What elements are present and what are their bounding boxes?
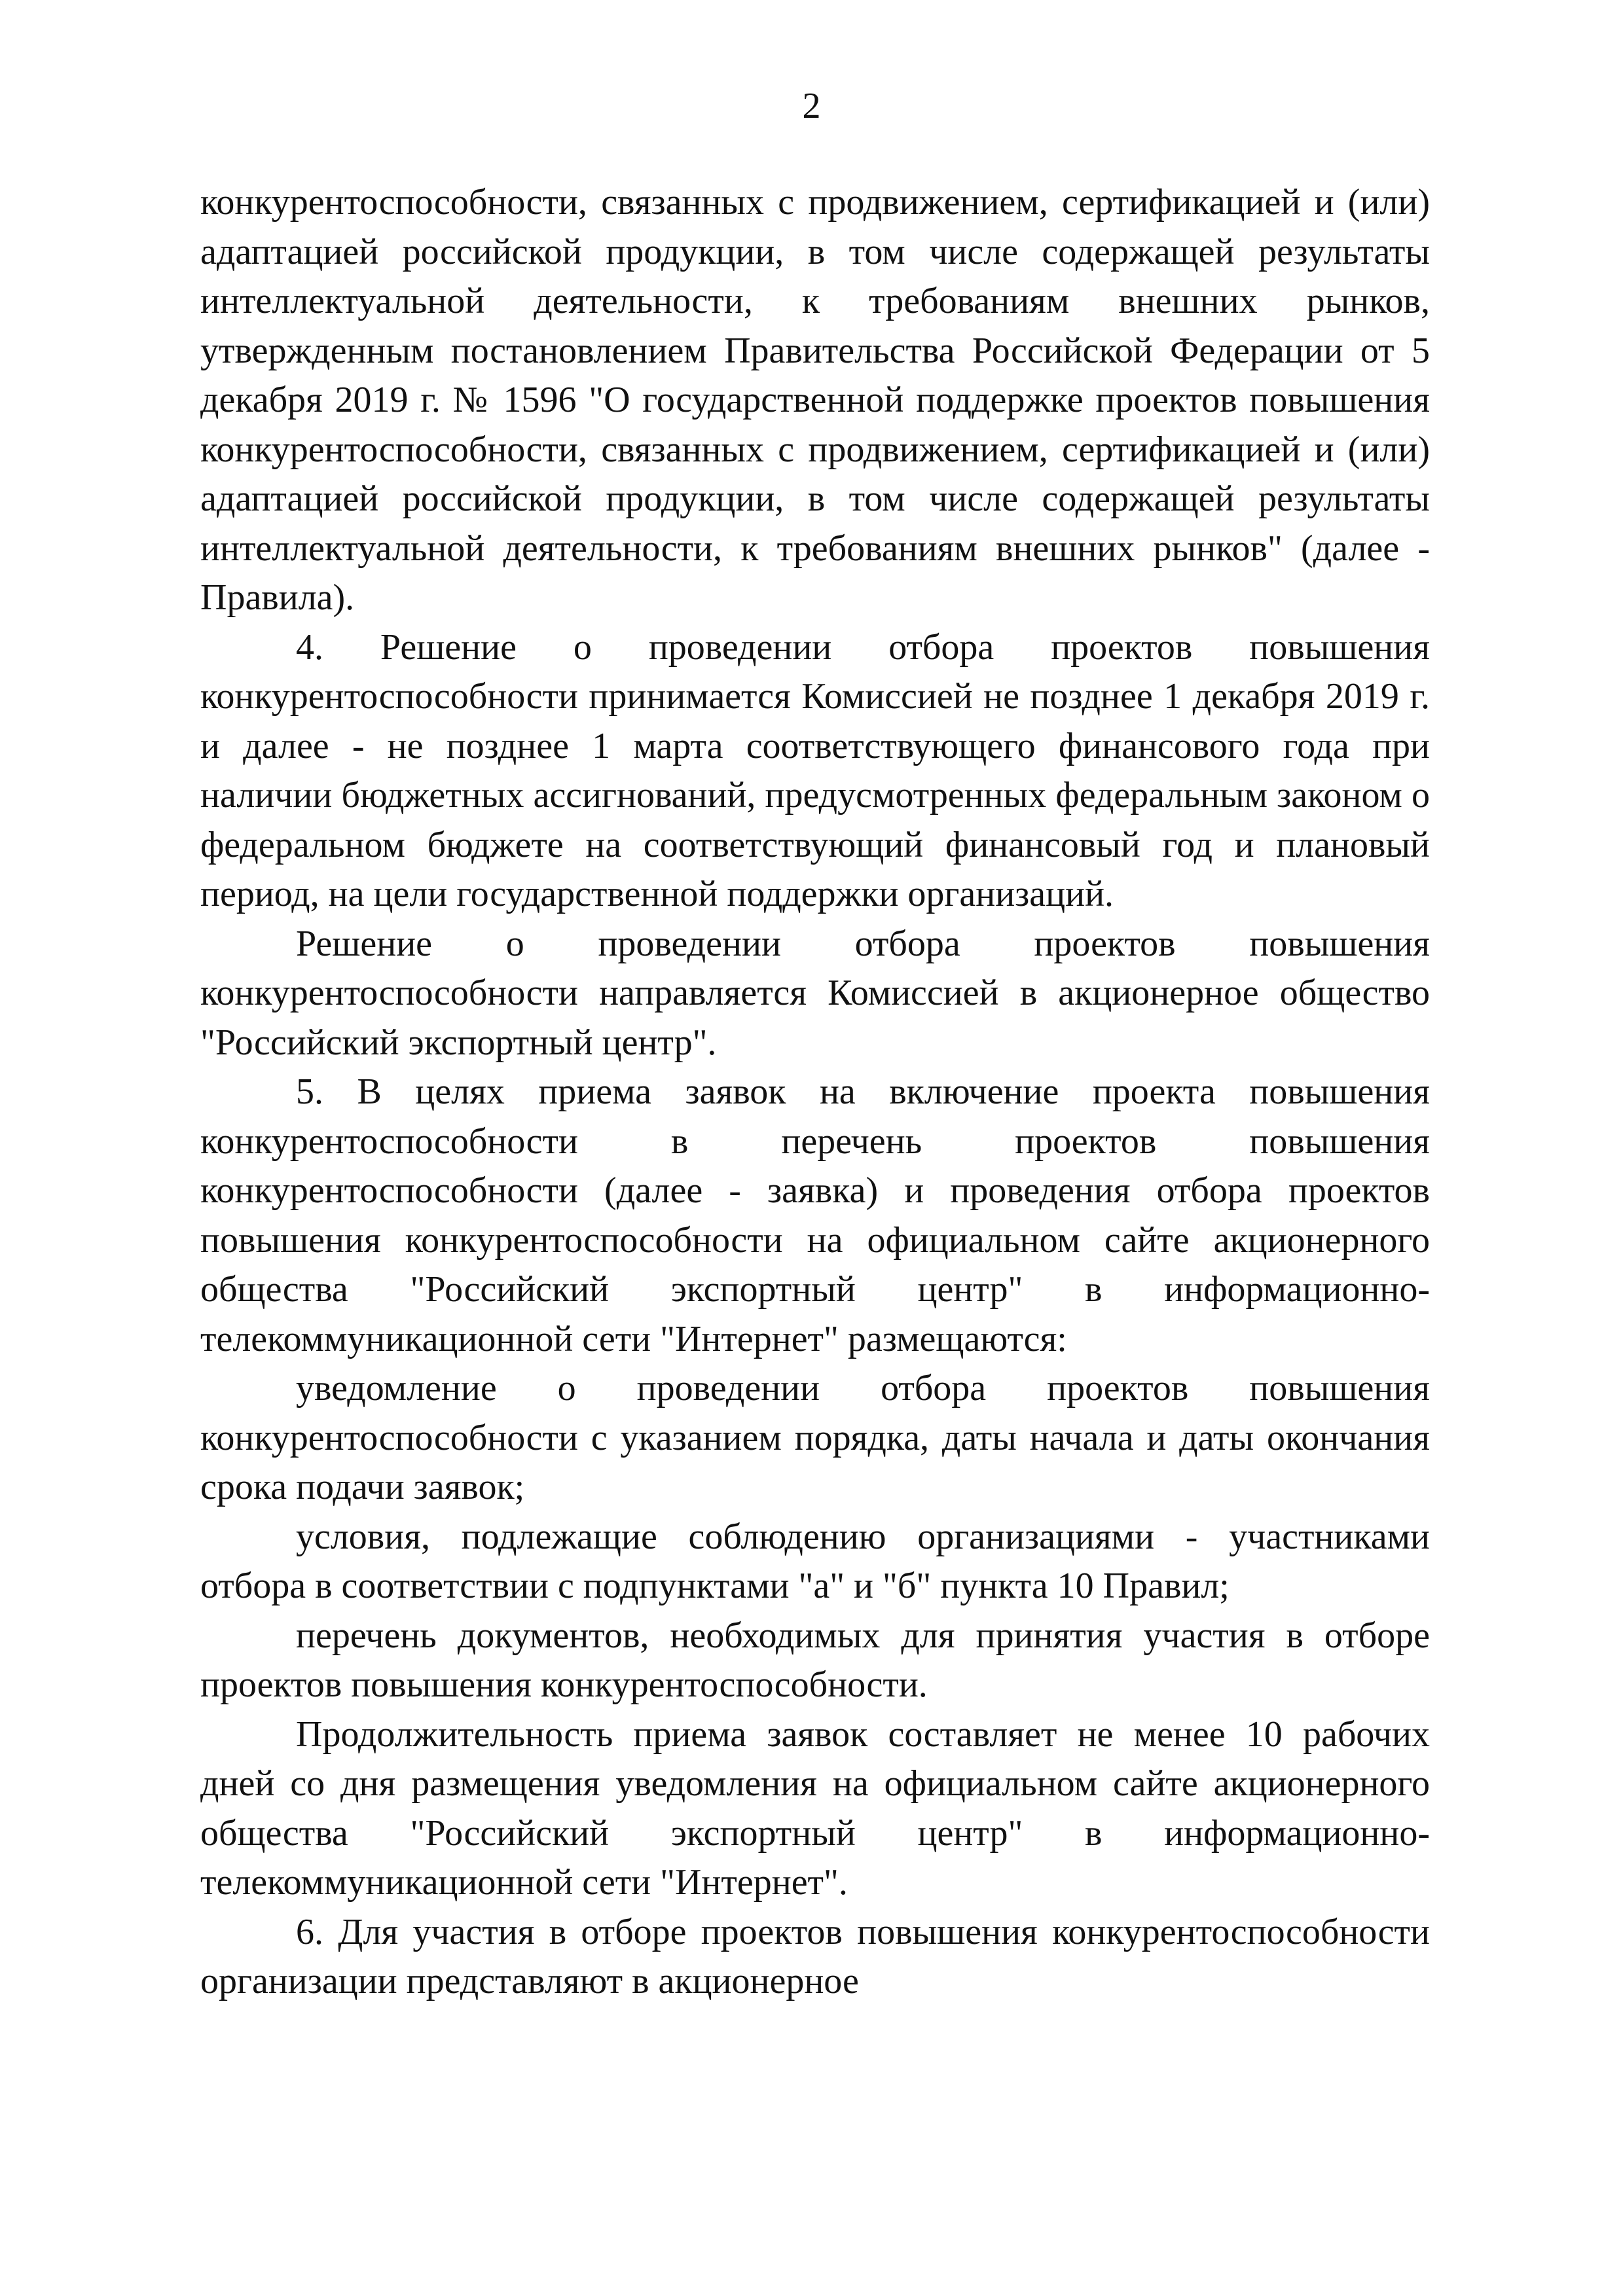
paragraph-notice: уведомление о проведении отбора проектов повышения конкурентоспособности с указанием порядка, даты начала и даты окончания срока подачи заявок; xyxy=(200,1368,1430,1507)
paragraph-continuation: конкурентоспособности, связанных с продвижением, сертификацией и (или) адаптацией российской продукции, в том числе содержащей результаты интеллектуальной деятельности, к требованиям внешних рынков, утвержденным постановлением Правительства Российской Федерации от 5 декабря 2019 г. № 1596 "О государственной поддержке проектов повышения конкурентоспособности, связанных с продвижением, сертификацией и (или) адаптацией российской продукции, в том числе содержащей результаты интеллектуальной деятельности, к требованиям внешних рынков" (далее - Правила). xyxy=(200,182,1430,618)
paragraph-document-list: перечень документов, необходимых для принятия участия в отборе проектов повышения конкурентоспособности. xyxy=(200,1615,1430,1705)
paragraph-duration: Продолжительность приема заявок составляет не менее 10 рабочих дней со дня размещения уведомления на официальном сайте акционерного общества "Российский экспортный центр" в информационно-телекоммуникационной сети "Интернет". xyxy=(200,1713,1430,1903)
document-body xyxy=(200,178,1430,2007)
paragraph-decision-sent: Решение о проведении отбора проектов повышения конкурентоспособности направляется Комиссией в акционерное общество "Российский экспортный центр". xyxy=(200,923,1430,1063)
paragraph-item-6: 6. Для участия в отборе проектов повышения конкурентоспособности организации представляют в акционерное xyxy=(200,1911,1430,2001)
paragraph-conditions: условия, подлежащие соблюдению организациями - участниками отбора в соответствии с подпунктами "а" и "б" пункта 10 Правил; xyxy=(200,1516,1430,1606)
page-number: 2 xyxy=(802,86,821,126)
paragraph-item-4: 4. Решение о проведении отбора проектов повышения конкурентоспособности принимается Комиссией не позднее 1 декабря 2019 г. и далее - не позднее 1 марта соответствующего финансового года при наличии бюджетных ассигнований, предусмотренных федеральным законом о федеральном бюджете на соответствующий финансовый год и плановый период, на цели государственной поддержки организаций. xyxy=(200,626,1430,914)
paragraph-item-5: 5. В целях приема заявок на включение проекта повышения конкурентоспособности в перечень проектов повышения конкурентоспособности (далее - заявка) и проведения отбора проектов повышения конкурентоспособности на официальном сайте акционерного общества "Российский экспортный центр" в информационно-телекоммуникационной сети "Интернет" размещаются: xyxy=(200,1071,1430,1359)
